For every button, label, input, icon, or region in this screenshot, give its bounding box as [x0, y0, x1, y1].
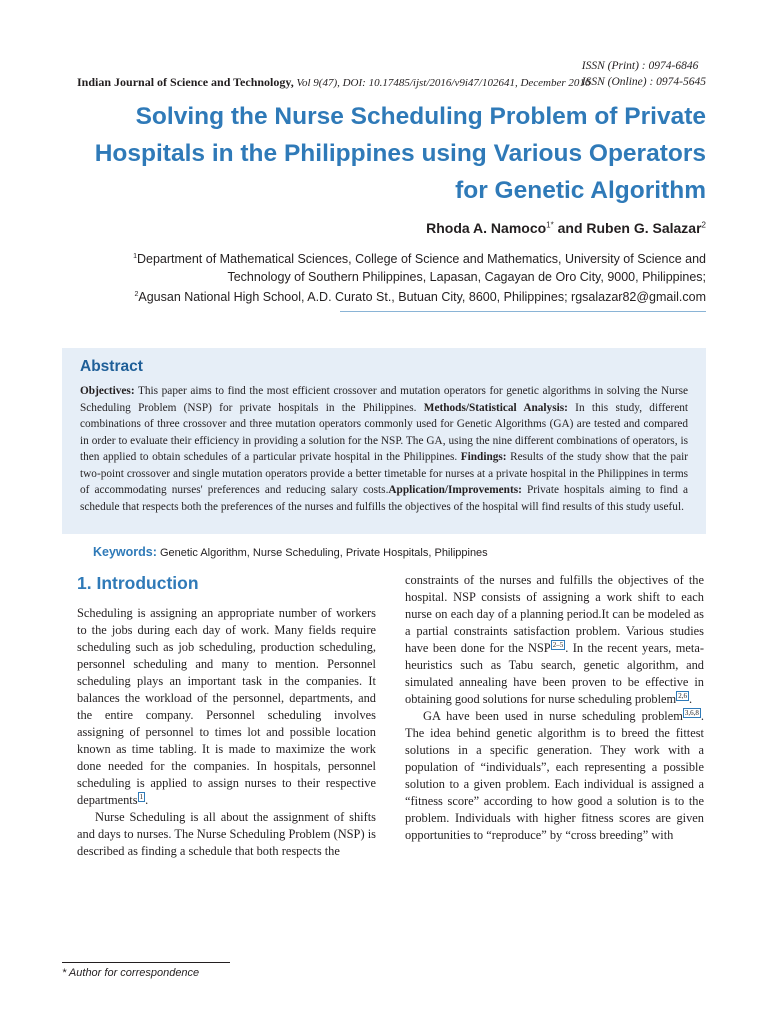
affiliation-2-text: Agusan National High School, A.D. Curato St., Butuan City, 8600, Philippines; rgsalazar82@gmail.com: [138, 290, 706, 305]
section-heading-introduction: 1. Introduction: [77, 573, 199, 593]
paper-title: Solving the Nurse Scheduling Problem of Private Hospitals in the Philippines using Various Operators for Genetic Algorithm: [94, 103, 706, 204]
journal-details: Vol 9(47), DOI: 10.17485/ijst/2016/v9i47/102641, December 2016: [293, 77, 591, 89]
keywords: [93, 545, 488, 559]
column-right: [405, 572, 704, 844]
issn-print: ISSN (Print) : 0974-6846: [581, 60, 699, 72]
citation-link[interactable]: 3,6,8: [684, 708, 699, 717]
abstract-box: [62, 348, 706, 534]
abstract-text: [80, 383, 688, 515]
abstract-heading: Abstract: [80, 358, 143, 375]
keywords-label: Keywords:: [93, 545, 157, 559]
abstract-methods-label: Methods/Statistical Analysis:: [423, 401, 568, 414]
keywords-text: Genetic Algorithm, Nurse Scheduling, Private Hospitals, Philippines: [156, 547, 488, 559]
abstract-objectives-label: Objectives:: [80, 385, 135, 397]
author-2: Ruben G. Salazar: [586, 220, 702, 236]
affiliation-2-marker: 2: [134, 291, 139, 299]
intro-paragraph-1: [77, 605, 376, 809]
footnote-divider: [62, 962, 230, 963]
citation-link[interactable]: 2,6: [678, 691, 687, 700]
issn-online: ISSN (Online) : 0974-5645: [581, 76, 706, 88]
affiliation-1-text: Department of Mathematical Sciences, College of Science and Mathematics, University of Science and Technology of Southern Philippines, Lapasan, Cagayan de Oro City, 9000, Philippines;: [136, 252, 706, 285]
affiliation-1-marker: 1: [133, 253, 137, 260]
author-2-marker: 2: [701, 220, 706, 230]
abstract-application: Private hospitals aiming to find a schedule that respects both the preferences of the nurses and fulfills the objectives of the hospital will find results of this study useful.: [80, 484, 688, 513]
journal-name: Indian Journal of Science and Technology,: [77, 75, 294, 89]
intro-p4-text-a: GA have been used in nurse scheduling problem: [423, 709, 683, 723]
author-1-marker: 1*: [546, 220, 554, 230]
authors: [426, 220, 706, 236]
intro-p4-text-b: . The idea behind genetic algorithm is to breed the fittest solutions in a specific generation. They work with a population of “individuals”, each representing a possible solution to a given problem. Each individual is assigned a “fitness score” according to how good a solution is to the problem. Individuals with higher fitness scores are given opportunities to “reproduce” by “cross breeding” with: [405, 709, 704, 842]
intro-paragraph-3: [405, 572, 704, 708]
abstract-methods: In this study, different combinations of three crossover and three mutation operators commonly used for Genetic Algorithms (GA) are tested and compared in order to evaluate their efficiency in providing a solution for the NSP. The GA, using the nine different combinations of operators, is then applied to obtain schedules of a particular private hospital in the Philippines.: [80, 401, 688, 463]
abstract-application-label: Application/Improvements:: [388, 484, 522, 496]
author-joiner: and: [553, 220, 587, 236]
citation-link[interactable]: 1: [139, 792, 144, 801]
intro-paragraph-4: [405, 708, 704, 844]
intro-p3-end: .: [688, 692, 693, 706]
author-1: Rhoda A. Namoco: [426, 220, 547, 236]
column-left: [77, 572, 376, 860]
affiliation-2: [86, 286, 706, 306]
abstract-findings: Results of the study show that the pair two-point crossover and single mutation operators provide a better timetable for nurses at a private hospital in the Philippines in terms of accommodating nurses' preferences and reducing salary costs.: [80, 451, 688, 496]
intro-p1-end: .: [145, 793, 149, 807]
intro-p3-text-a: constraints of the nurses and fulfills the objectives of the hospital. NSP consists of assigning a work shift to each nurse on each day of a planning period.It can be modeled as a partial constraints satisfaction problem. Various studies have been done for the NSP: [405, 573, 704, 655]
journal-citation: [77, 75, 590, 90]
affiliations: [86, 248, 706, 306]
affiliation-1: [86, 248, 706, 286]
intro-p3-text-b: . In the recent years, meta-heuristics such as Tabu search, genetic algorithm, and simulated annealing have been proven to be effective in obtaining good solutions for nurse scheduling problem: [405, 641, 704, 706]
issn-block: [582, 58, 706, 90]
intro-p1-text: Scheduling is assigning an appropriate number of workers to the jobs during each day of work. Many fields require scheduling such as job scheduling, production scheduling, personnel scheduling and many to mention. Personnel scheduling plays an important task in the companies. It balances the workload of the personnel, departments, and the entire company. Personnel scheduling involves assigning of personnel to times lot and possible location known as time tabling. It is made to maximize the work done needed for the companies. In hospitals, personnel scheduling is applied to assign nurses to their respective departments: [77, 606, 376, 807]
intro-paragraph-2: Nurse Scheduling is all about the assignment of shifts and days to nurses. The Nurse Scheduling Problem (NSP) is described as finding a schedule that both respects the: [77, 810, 376, 858]
footnote-correspondence: * Author for correspondence: [62, 967, 200, 979]
abstract-objectives: This paper aims to find the most efficient crossover and mutation operators for genetic algorithms in solving the Nurse Scheduling Problem (NSP) for private hospitals in the Philippines.: [80, 385, 688, 414]
abstract-findings-label: Findings:: [460, 451, 507, 463]
header-divider: [340, 311, 706, 312]
citation-link[interactable]: 2–5: [552, 640, 564, 649]
